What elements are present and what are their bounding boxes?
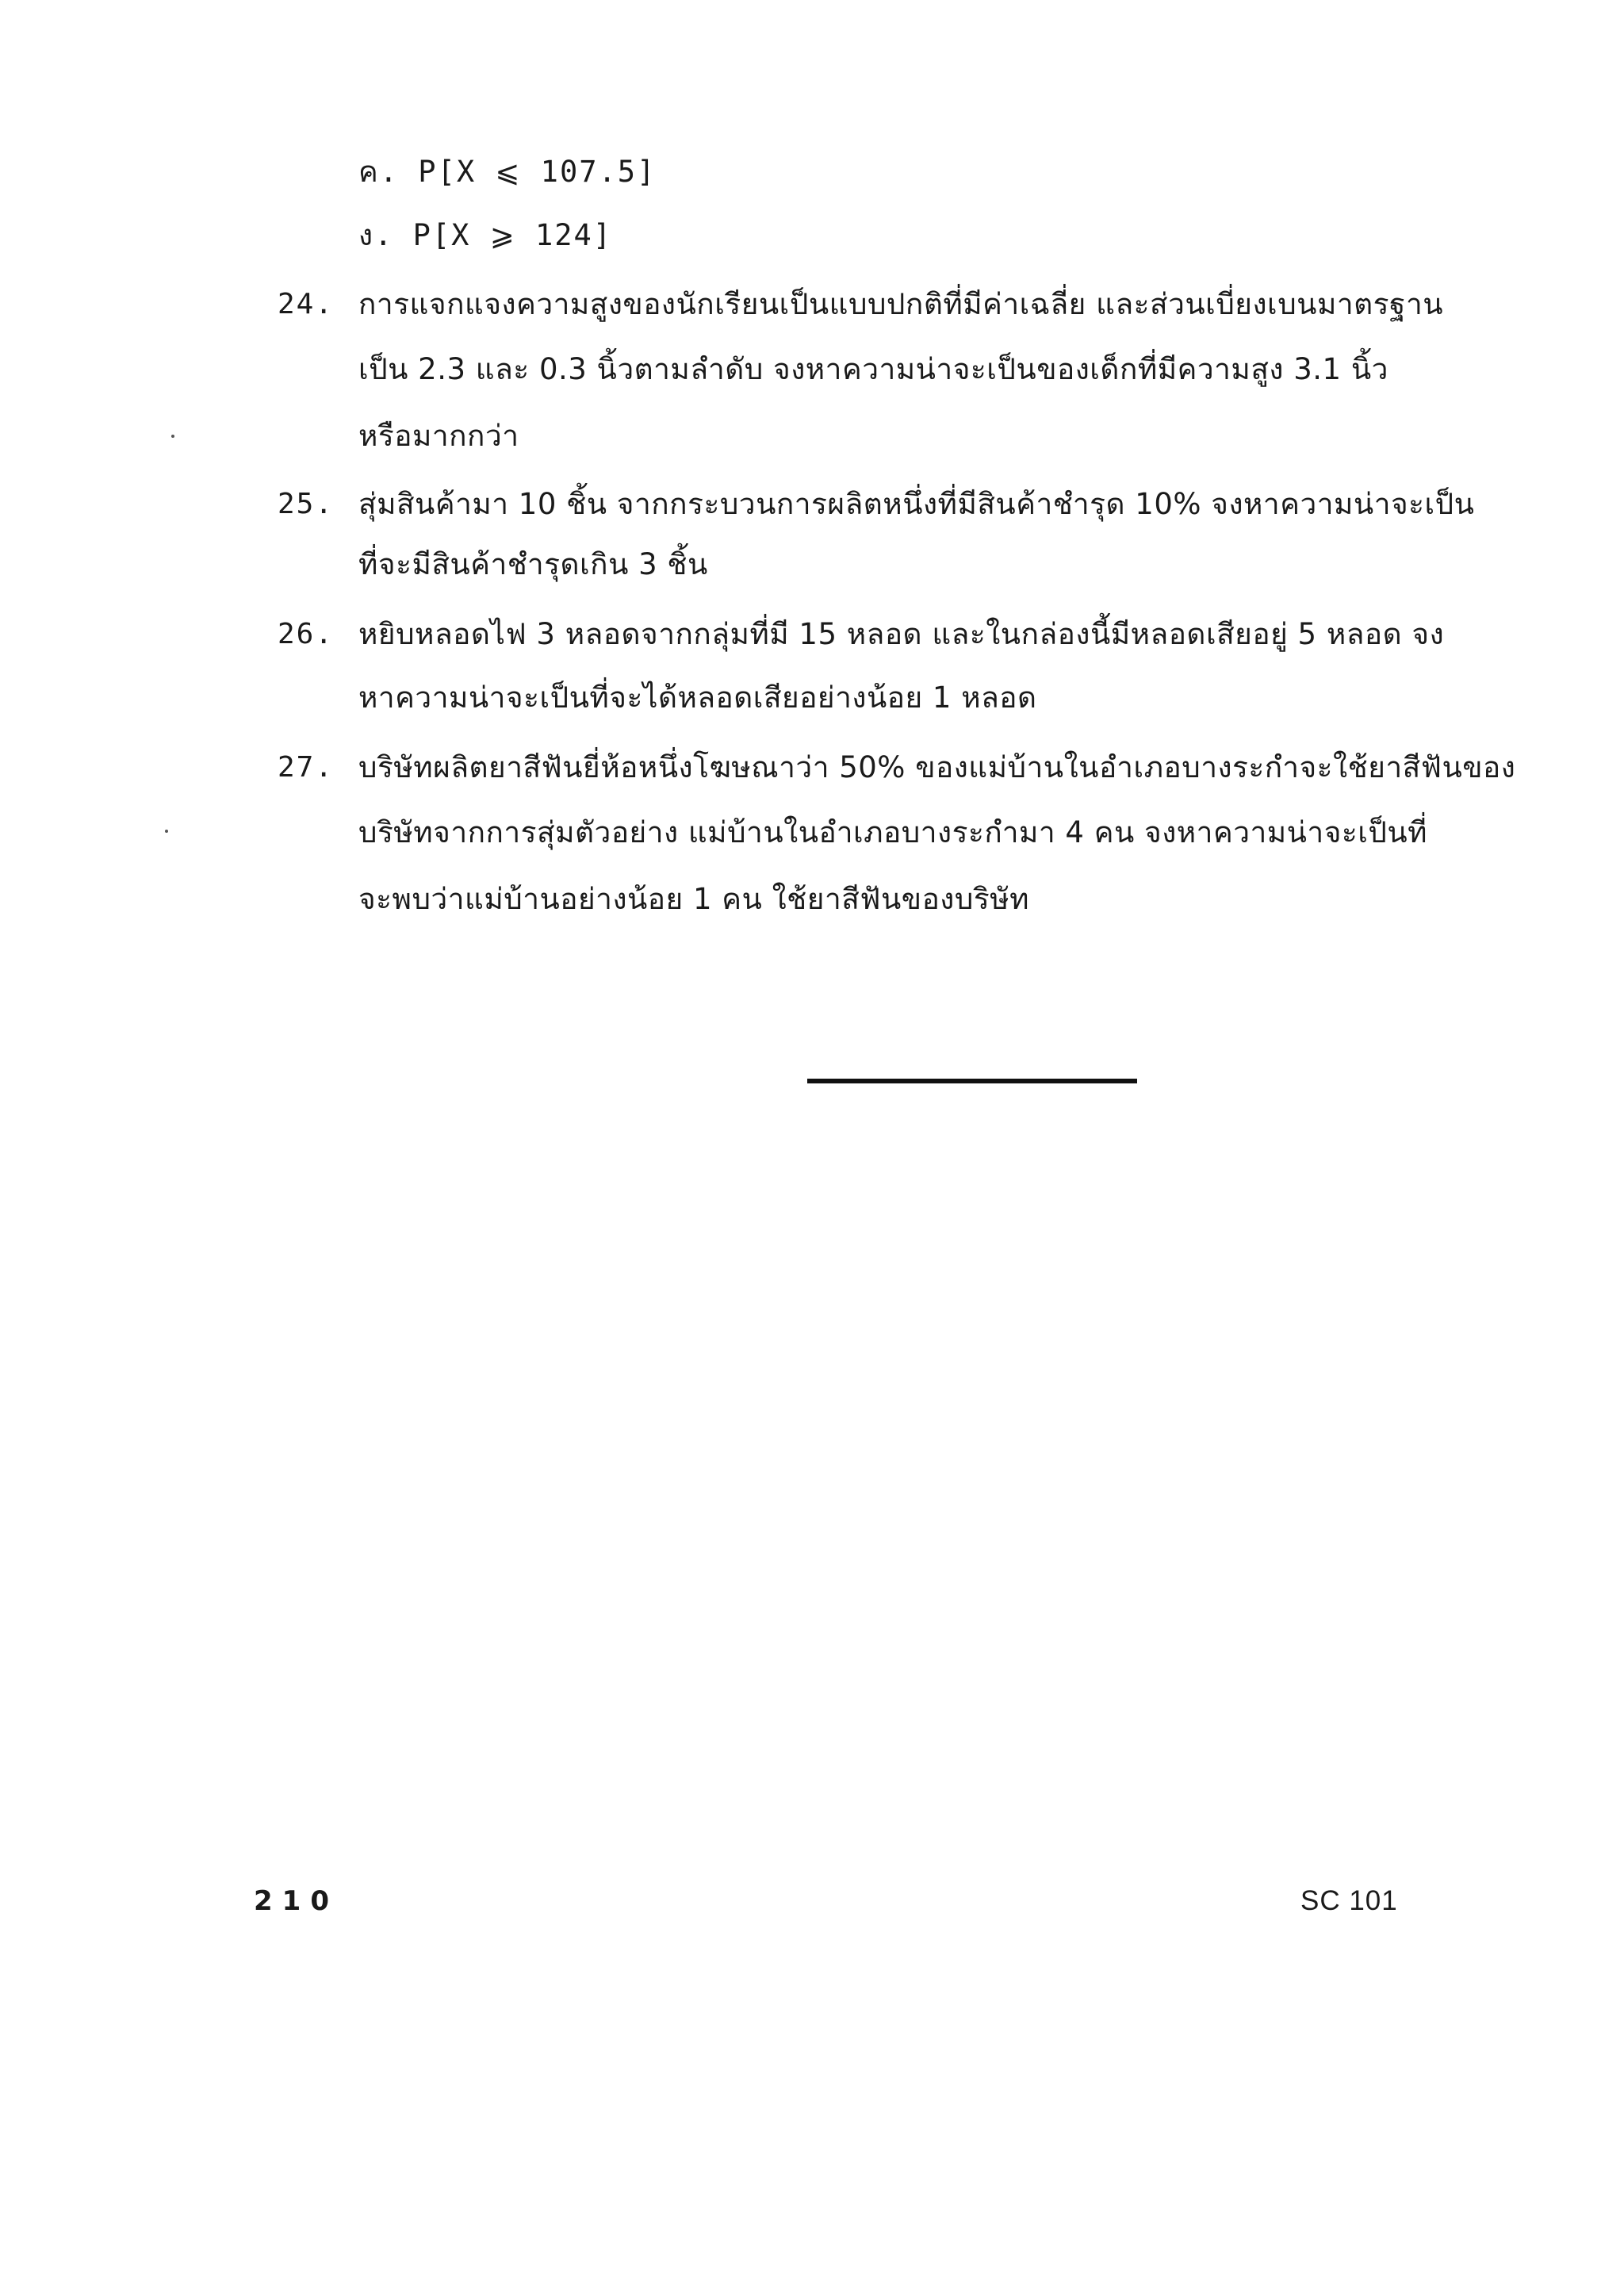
question-line: จะพบว่าแม่บ้านอย่างน้อย 1 คน ใช้ยาสีฟันของบริษัท <box>358 882 1030 916</box>
question-number: 25. <box>278 488 335 520</box>
section-end-rule <box>807 1079 1137 1083</box>
question-line: การแจกแจงความสูงของนักเรียนเป็นแบบปกติที่มีค่าเฉลี่ย และส่วนเบี่ยงเบนมาตรฐาน <box>358 287 1444 321</box>
course-code: SC 101 <box>1300 1885 1398 1916</box>
question-number: 27. <box>278 751 335 784</box>
question-number: 24. <box>278 288 335 320</box>
option-c: ค. P[X ⩽ 107.5] <box>358 155 657 189</box>
question-line: หาความน่าจะเป็นที่จะได้หลอดเสียอย่างน้อย 1 หลอด <box>358 681 1037 715</box>
question-line: ที่จะมีสินค้าชำรุดเกิน 3 ชิ้น <box>358 547 708 581</box>
page-number: 210 <box>254 1885 339 1917</box>
question-line: หรือมากกว่า <box>358 419 519 453</box>
question-line: หยิบหลอดไฟ 3 หลอดจากกลุ่มที่มี 15 หลอด และในกล่องนี้มีหลอดเสียอยู่ 5 หลอด จง <box>358 617 1445 651</box>
question-line: เป็น 2.3 และ 0.3 นิ้วตามลำดับ จงหาความน่าจะเป็นของเด็กที่มีความสูง 3.1 นิ้ว <box>358 352 1388 386</box>
question-number: 26. <box>278 618 335 650</box>
scan-speck <box>165 830 168 833</box>
question-line: บริษัทจากการสุ่มตัวอย่าง แม่บ้านในอำเภอบางระกำมา 4 คน จงหาความน่าจะเป็นที่ <box>358 815 1428 849</box>
scan-speck <box>171 435 174 438</box>
question-line: สุ่มสินค้ามา 10 ชิ้น จากกระบวนการผลิตหนึ่งที่มีสินค้าชำรุด 10% จงหาความน่าจะเป็น <box>358 487 1475 521</box>
question-line: บริษัทผลิตยาสีฟันยี่ห้อหนึ่งโฆษณาว่า 50% ของแม่บ้านในอำเภอบางระกำจะใช้ยาสีฟันของ <box>358 750 1516 784</box>
option-d: ง. P[X ⩾ 124] <box>358 218 613 252</box>
